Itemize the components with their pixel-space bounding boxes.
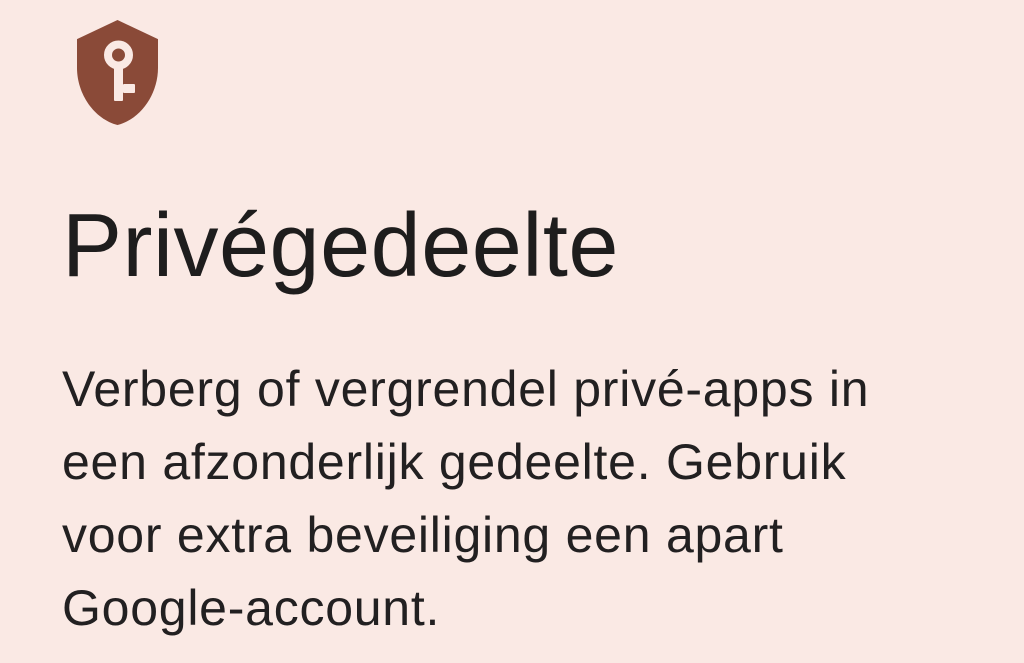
- description-line: Verberg of vergrendel privé-apps in: [62, 361, 870, 417]
- page-title: Privégedeelte: [62, 196, 619, 296]
- shield-key-icon: [77, 20, 159, 126]
- description-line: Google-account.: [62, 580, 441, 636]
- page-description: [62, 353, 869, 645]
- description-line: een afzonderlijk gedeelte. Gebruik: [62, 434, 847, 490]
- description-line: voor extra beveiliging een apart: [62, 507, 784, 563]
